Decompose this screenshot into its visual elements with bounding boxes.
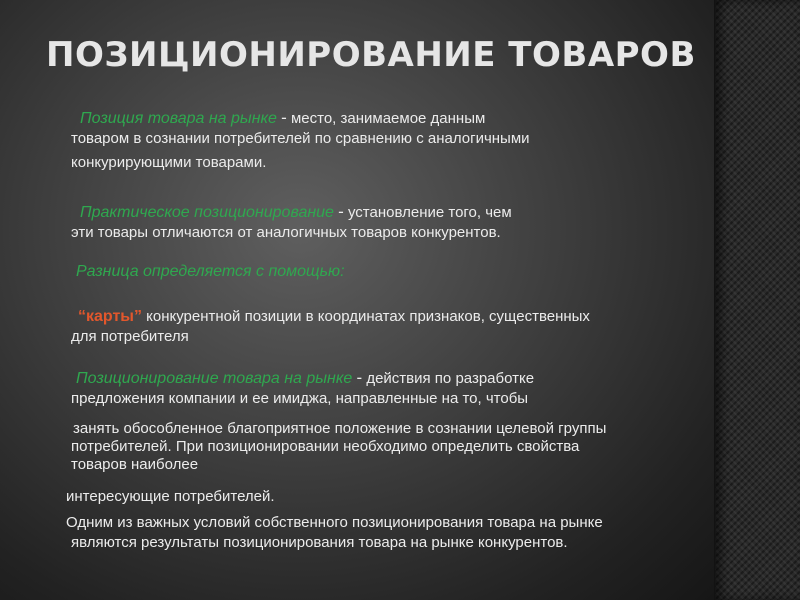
paragraph-practical-positioning <box>66 202 512 243</box>
term-market-positioning: Позиционирование товара на рынке <box>76 370 353 387</box>
text: место, занимаемое данным <box>290 110 486 127</box>
paragraph-target-group <box>66 420 606 474</box>
text-line: являются результаты позиционирования товара на рынке конкурентов. <box>71 534 568 551</box>
line <box>66 108 530 129</box>
line <box>66 307 590 327</box>
text: действия по разработке <box>366 370 535 387</box>
line <box>66 202 512 223</box>
text-line: предложения компании и ее имиджа, направленные на то, чтобы <box>71 390 529 407</box>
paragraph-market-positioning <box>66 368 534 409</box>
text-line: конкурирующими товарами. <box>71 154 267 171</box>
term-market-position: Позиция товара на рынке <box>80 110 277 127</box>
line <box>66 368 534 389</box>
text: установление того, чем <box>347 204 512 221</box>
text-line: потребителей. При позиционировании необходимо определить свойства <box>71 438 580 455</box>
text-line: эти товары отличаются от аналогичных товаров конкурентов. <box>71 224 501 241</box>
text-line: занять обособленное благоприятное положение в сознании целевой группы <box>73 420 607 437</box>
paragraph-market-position <box>66 108 530 173</box>
text-line: товаров наиболее <box>71 456 199 473</box>
text-line: для потребителя <box>71 328 189 345</box>
dash: - <box>356 368 363 387</box>
dash: - <box>281 108 287 127</box>
dash: - <box>338 202 344 221</box>
paragraph-important-condition <box>66 513 603 553</box>
paragraph-difference <box>76 262 345 282</box>
slide-title: ПОЗИЦИОНИРОВАНИЕ ТОВАРОВ <box>46 35 696 75</box>
decorative-side-strip <box>714 0 800 600</box>
text-line: интересующие потребителей. <box>66 488 275 505</box>
term-practical-positioning: Практическое позиционирование <box>80 204 334 221</box>
text: конкурентной позиции в координатах признаков, существенных <box>146 308 590 325</box>
text-line: товаром в сознании потребителей по сравнению с аналогичными <box>71 130 530 147</box>
term-difference: Разница определяется с помощью: <box>76 263 345 280</box>
text-line: Одним из важных условий собственного позиционирования товара на рынке <box>66 514 603 531</box>
paragraph-maps <box>66 307 590 347</box>
paragraph-interests <box>66 487 275 507</box>
quoted-term-maps: “карты” <box>78 308 142 325</box>
